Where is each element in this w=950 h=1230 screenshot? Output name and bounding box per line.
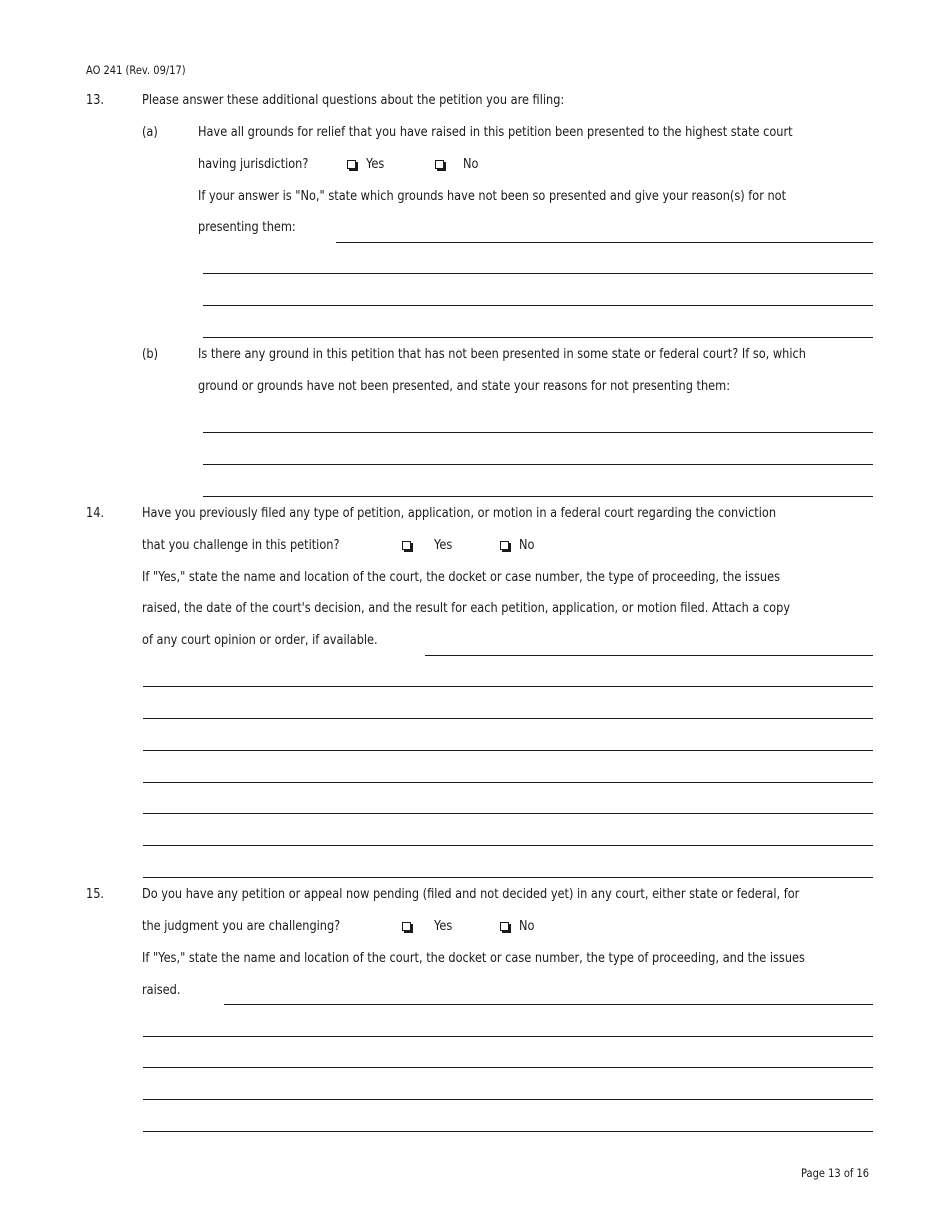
q14-answer-field-2[interactable] xyxy=(143,669,873,687)
q15-answer-field-2[interactable] xyxy=(143,1019,873,1037)
q15-followup-line2: raised. xyxy=(142,983,181,998)
q13b-answer-field-2[interactable] xyxy=(203,447,873,465)
q15-answer-line-4 xyxy=(143,1099,873,1100)
q14-yes-label: Yes xyxy=(434,538,453,553)
q14-followup-line1: If "Yes," state the name and location of the court, the docket or case number, the type of proceeding, the issues xyxy=(142,570,780,585)
q14-yes-checkbox[interactable] xyxy=(402,541,411,550)
q14-answer-line-8 xyxy=(143,877,873,878)
q15-followup-line1: If "Yes," state the name and location of the court, the docket or case number, the type of proceeding, and the issues xyxy=(142,951,805,966)
q13b-answer-field-1[interactable] xyxy=(203,415,873,433)
form-id: AO 241 (Rev. 09/17) xyxy=(86,63,186,77)
q15-text-line1: Do you have any petition or appeal now pending (filed and not decided yet) in any court, either state or federal, for xyxy=(142,887,800,902)
q13a-yes-label: Yes xyxy=(366,157,385,172)
q14-answer-field-3[interactable] xyxy=(143,701,873,719)
q14-answer-line-1 xyxy=(425,655,873,656)
q13-number: 13. xyxy=(86,93,105,108)
q13-text: Please answer these additional questions about the petition you are filing: xyxy=(142,93,565,108)
q15-answer-line-3 xyxy=(143,1067,873,1068)
q15-number: 15. xyxy=(86,887,105,902)
q13a-label: (a) xyxy=(142,125,158,140)
q15-answer-line-5 xyxy=(143,1131,873,1132)
q13a-followup-line1: If your answer is "No," state which grounds have not been so presented and give your reason(s) for not xyxy=(198,189,787,204)
q13b-text-line2: ground or grounds have not been presented, and state your reasons for not presenting them: xyxy=(198,379,731,394)
q13a-answer-field-3[interactable] xyxy=(203,288,873,306)
q15-answer-line-1 xyxy=(224,1004,873,1005)
q14-answer-field-1[interactable] xyxy=(425,638,873,656)
q15-no-checkbox[interactable] xyxy=(500,922,509,931)
q13b-answer-line-2 xyxy=(203,464,873,465)
q14-number: 14. xyxy=(86,506,105,521)
q13b-answer-field-3[interactable] xyxy=(203,479,873,497)
q13b-label: (b) xyxy=(142,347,159,362)
q14-answer-line-2 xyxy=(143,686,873,687)
q13b-answer-line-1 xyxy=(203,432,873,433)
q13a-no-checkbox[interactable] xyxy=(435,160,444,169)
q14-answer-field-8[interactable] xyxy=(143,860,873,878)
q14-answer-line-7 xyxy=(143,845,873,846)
q15-text-line2: the judgment you are challenging? xyxy=(142,919,341,934)
q14-text-line1: Have you previously filed any type of petition, application, or motion in a federal court regarding the conviction xyxy=(142,506,777,521)
q15-answer-field-1[interactable] xyxy=(224,987,873,1005)
q13a-answer-field-2[interactable] xyxy=(203,256,873,274)
q13a-text-line1: Have all grounds for relief that you have raised in this petition been presented to the highest state court xyxy=(198,125,793,140)
q15-no-label: No xyxy=(519,919,535,934)
q15-answer-field-3[interactable] xyxy=(143,1050,873,1068)
q14-answer-field-7[interactable] xyxy=(143,828,873,846)
q13a-answer-field-1[interactable] xyxy=(336,224,873,242)
q15-answer-field-5[interactable] xyxy=(143,1114,873,1132)
q14-no-label: No xyxy=(519,538,535,553)
q13a-followup-line2: presenting them: xyxy=(198,220,296,235)
q14-no-checkbox[interactable] xyxy=(500,541,509,550)
q15-answer-line-2b xyxy=(224,1036,873,1037)
page-number: Page 13 of 16 xyxy=(801,1166,870,1180)
q13a-answer-line-1 xyxy=(336,242,873,243)
q14-text-line2: that you challenge in this petition? xyxy=(142,538,340,553)
q13a-answer-field-4[interactable] xyxy=(203,320,873,338)
q14-answer-field-6[interactable] xyxy=(143,796,873,814)
q13a-yes-checkbox[interactable] xyxy=(347,160,356,169)
q13a-answer-line-3 xyxy=(203,305,873,306)
q14-answer-line-6 xyxy=(143,813,873,814)
q15-yes-checkbox[interactable] xyxy=(402,922,411,931)
q15-yes-label: Yes xyxy=(434,919,453,934)
q15-answer-line-2a xyxy=(143,1036,224,1037)
q14-followup-line2: raised, the date of the court's decision, and the result for each petition, application, or motion filed. Attach a copy xyxy=(142,601,791,616)
q13b-text-line1: Is there any ground in this petition that has not been presented in some state or federal court? If so, which xyxy=(198,347,806,362)
q13a-text-line2: having jurisdiction? xyxy=(198,157,309,172)
q14-answer-line-5 xyxy=(143,782,873,783)
q13b-answer-line-3 xyxy=(203,496,873,497)
q13a-no-label: No xyxy=(463,157,479,172)
q14-answer-line-4 xyxy=(143,750,873,751)
q14-answer-line-3 xyxy=(143,718,873,719)
q13a-answer-line-2 xyxy=(203,273,873,274)
q13a-answer-line-4 xyxy=(203,337,873,338)
q15-answer-field-4[interactable] xyxy=(143,1082,873,1100)
q14-answer-field-4[interactable] xyxy=(143,733,873,751)
q14-followup-line3: of any court opinion or order, if available. xyxy=(142,633,378,648)
q14-answer-field-5[interactable] xyxy=(143,765,873,783)
